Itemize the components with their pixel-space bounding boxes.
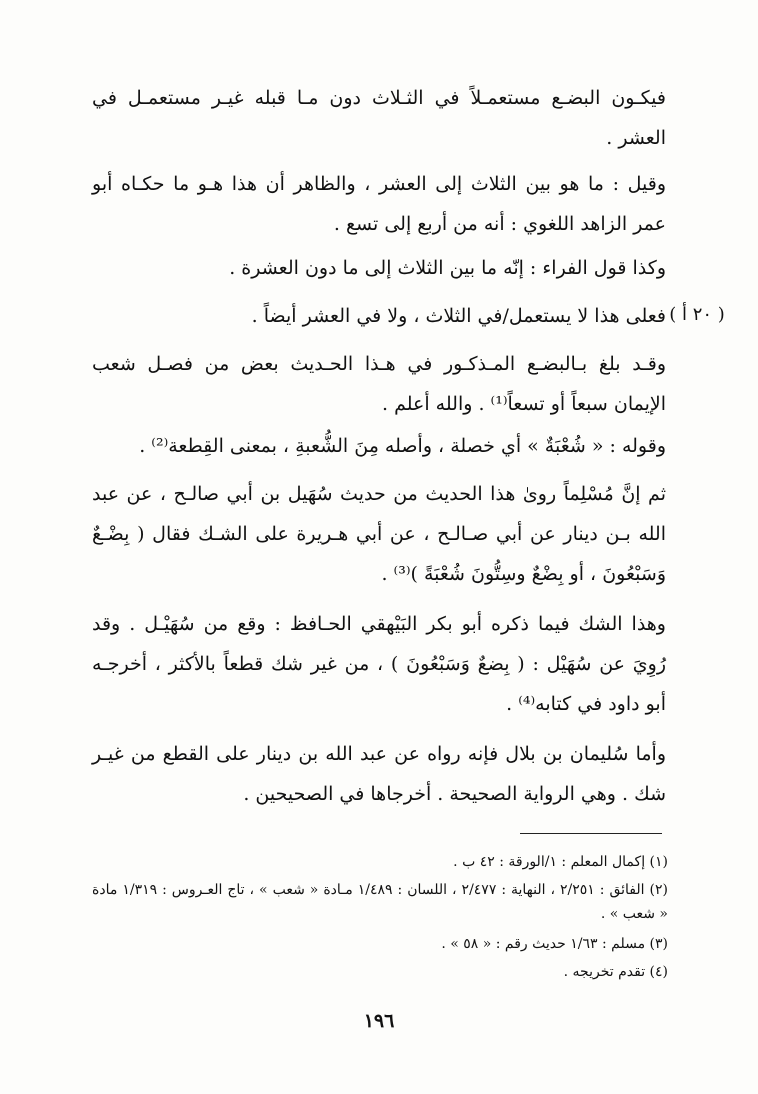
paragraph-3: وكذا قول الفراء : إنّه ما بين الثلاث إلى ما دون العشرة .: [229, 257, 666, 279]
paragraph-4: فعلى هذا لا يستعمل/في الثلاث ، ولا في العشر أيضاً .: [251, 305, 666, 327]
footnote-4: (٤) تقدم تخريجه .: [563, 964, 668, 980]
footnote-2: (٢) الفائق : ٢/٢٥١ ، النهاية : ٢/٤٧٧ ، اللسان : ١/٤٨٩ مـادة « شعب » ، تاج العـروس : ١/٣١٩ مادة « شعب » .: [92, 882, 668, 922]
footnote-1: (١) إكمال المعلم : ١/الورقة : ٤٢ ب .: [453, 854, 668, 870]
paragraph-1: فيكـون البضـع مستعمـلاً في الثـلاث دون مـا قبله غيـر مستعمـل في العشر .: [92, 87, 666, 149]
paragraph-9: وأما سُليمان بن بلال فإنه رواه عن عبد الله بن دينار على القطع من غيـر شك . وهي الرواية الصحيحة . أخرجاها في الصحيحين .: [92, 743, 666, 805]
margin-folio-note: ( ٢٠ أ ): [669, 304, 725, 325]
footnote-3: (٣) مسلم : ١/٦٣ حديث رقم : « ٥٨ » .: [441, 936, 668, 952]
paragraph-2: وقيل : ما هو بين الثلاث إلى العشر ، والظاهر أن هذا هـو ما حكـاه أبو عمر الزاهد اللغوي : أنه من أربع إلى تسع .: [92, 173, 666, 235]
paragraph-7: ثم إنَّ مُسْلِماً روىٰ هذا الحديث من حديث سُهَيل بن أبي صالـح ، عن عبد الله بـن دينار عن أبي صـالـح ، عن أبي هـريرة على الشـك فقال ( بِضْـعٌ وَسَبْعُونَ ، أو بِضْعٌ وسِتُّونَ شُعْبَةً )⁽³⁾ .: [92, 483, 666, 585]
paragraph-8: وهذا الشك فيما ذكره أبو بكر البَيْهقي الحـافظ : وقع من سُهَيْـل . وقد رُوِيَ عن سُهَيْل : ( بِضعٌ وَسَبْعُونَ ) ، من غير شك قطعاً بالأكثر ، أخرجـه أبو داود في كتابه⁽⁴⁾ .: [92, 613, 666, 715]
paragraph-5: وقـد بلغ بـالبضـع المـذكـور في هـذا الحـديث بعض من فصـل شعب الإيمان سبعاً أو تسعاً⁽¹⁾ . والله أعلم .: [92, 353, 666, 415]
page-number: ١٩٦: [363, 1010, 395, 1032]
footnote-separator: [520, 833, 662, 834]
paragraph-6: وقوله : « شُعْبَةٌ » أي خصلة ، وأصله مِنَ الشُّعبةِ ، بمعنى القِطعة⁽²⁾ .: [139, 435, 666, 457]
